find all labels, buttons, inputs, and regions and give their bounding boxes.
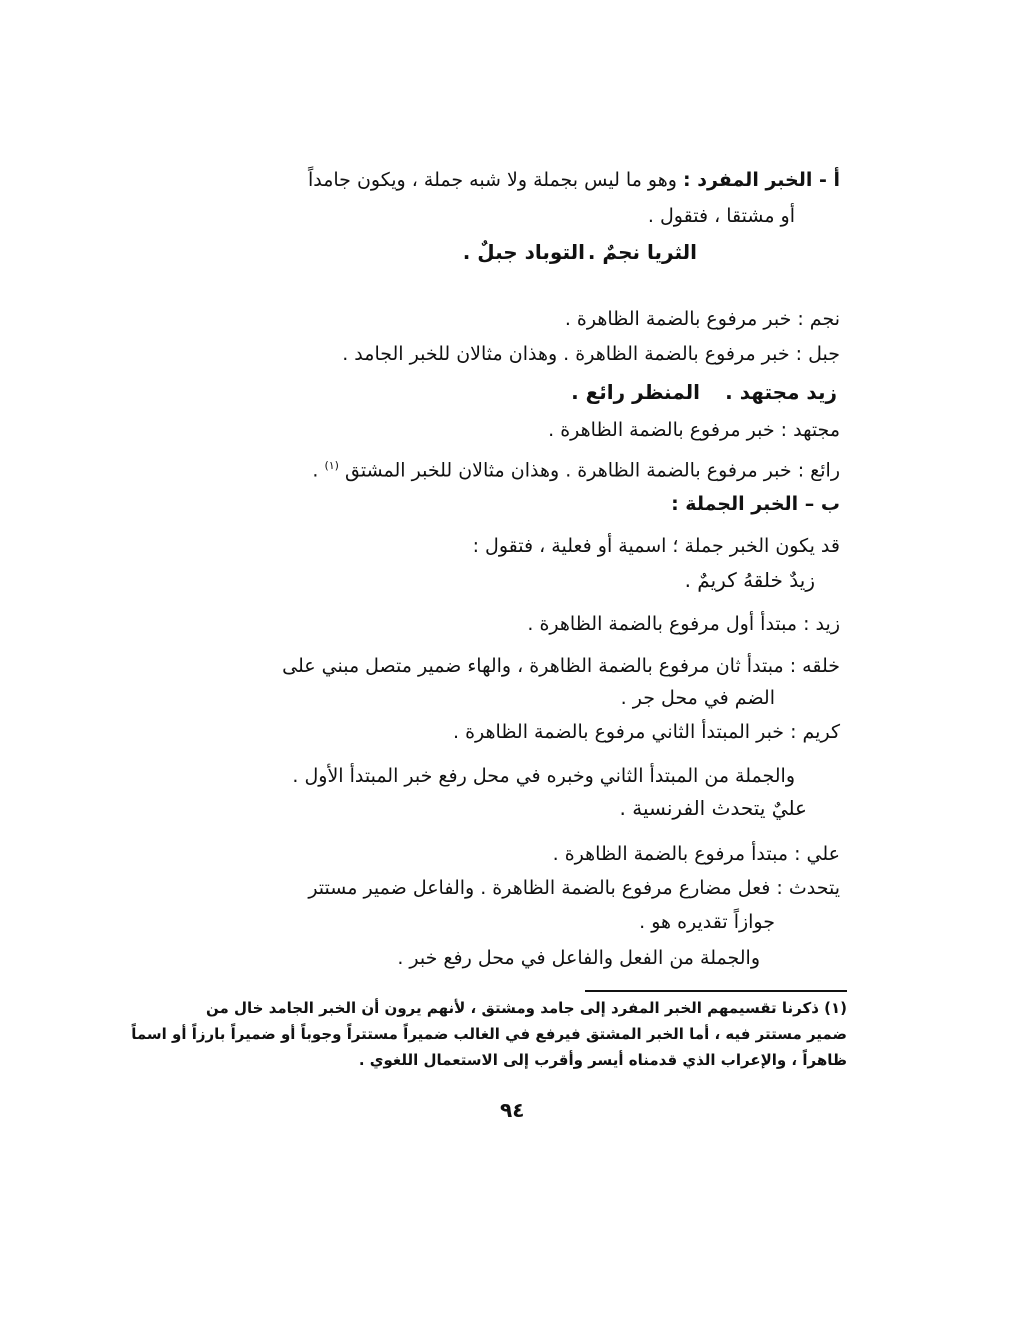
text-line: يتحدث : فعل مضارع مرفوع بالضمة الظاهرة . والفاعل ضمير مستتر: [308, 877, 840, 899]
text-line: جوازاً تقديره هو .: [639, 911, 775, 933]
example-sentence: زيدٌ خلقهُ كريمٌ .: [684, 568, 815, 592]
text-line: [312, 452, 840, 484]
footnote-divider: [585, 990, 847, 992]
footnote-line: ظاهراً ، والإعراب الذي قدمناه أيسر وأقرب إلى الاستعمال اللغوي .: [358, 1051, 847, 1069]
text-line: جبل : خبر مرفوع بالضمة الظاهرة . وهذان مثالان للخبر الجامد .: [342, 343, 840, 365]
line-text: رائع : خبر مرفوع بالضمة الظاهرة . وهذان مثالان للخبر المشتق: [345, 459, 840, 482]
example-sentence: الثريا نجمٌ .: [587, 240, 697, 264]
text-line: والجملة من المبتدأ الثاني وخبره في محل رفع خبر المبتدأ الأول .: [292, 765, 795, 787]
text-line: مجتهد : خبر مرفوع بالضمة الظاهرة .: [548, 419, 840, 441]
example-sentence: عليٌ يتحدث الفرنسية .: [619, 796, 807, 820]
text-line: والجملة من الفعل والفاعل في محل رفع خبر .: [397, 947, 760, 969]
text-line: خلقه : مبتدأ ثان مرفوع بالضمة الظاهرة ، والهاء ضمير متصل مبني على: [282, 655, 840, 677]
footnote-line: ضمير مستتر فيه ، أما الخبر المشتق فيرفع في الغالب ضميراً مستتراً وجوباً أو ضميراً بارزاً أو اسماً: [131, 1025, 847, 1043]
text-line: [308, 166, 840, 194]
footnote-reference[interactable]: (١): [324, 459, 339, 472]
text-line: علي : مبتدأ مرفوع بالضمة الظاهرة .: [552, 843, 840, 865]
example-sentence: المنظر رائع .: [571, 380, 700, 404]
text-line: زيد : مبتدأ أول مرفوع بالضمة الظاهرة .: [527, 613, 840, 635]
text-line: الضم في محل جر .: [620, 687, 775, 709]
line-end: .: [312, 459, 319, 482]
example-sentence: زيد مجتهد .: [725, 380, 837, 404]
example-sentence: التوباد جبلٌ .: [462, 240, 585, 264]
page-number: ٩٤: [500, 1098, 525, 1122]
line-text: وهو ما ليس بجملة ولا شبه جملة ، ويكون جامداً: [307, 169, 677, 191]
section-heading-b: ب – الخبر الجملة :: [671, 493, 840, 515]
text-line: نجم : خبر مرفوع بالضمة الظاهرة .: [564, 308, 840, 330]
text-line: أو مشتقا ، فتقول .: [647, 205, 795, 227]
text-line: كريم : خبر المبتدأ الثاني مرفوع بالضمة الظاهرة .: [453, 721, 840, 743]
section-heading-a: أ - الخبر المفرد :: [682, 169, 840, 191]
footnote-line: (١) ذكرنا تقسيمهم الخبر المفرد إلى جامد ومشتق ، لأنهم يرون أن الخبر الجامد خال من: [206, 999, 847, 1017]
text-line: قد يكون الخبر جملة ؛ اسمية أو فعلية ، فتقول :: [472, 535, 840, 557]
